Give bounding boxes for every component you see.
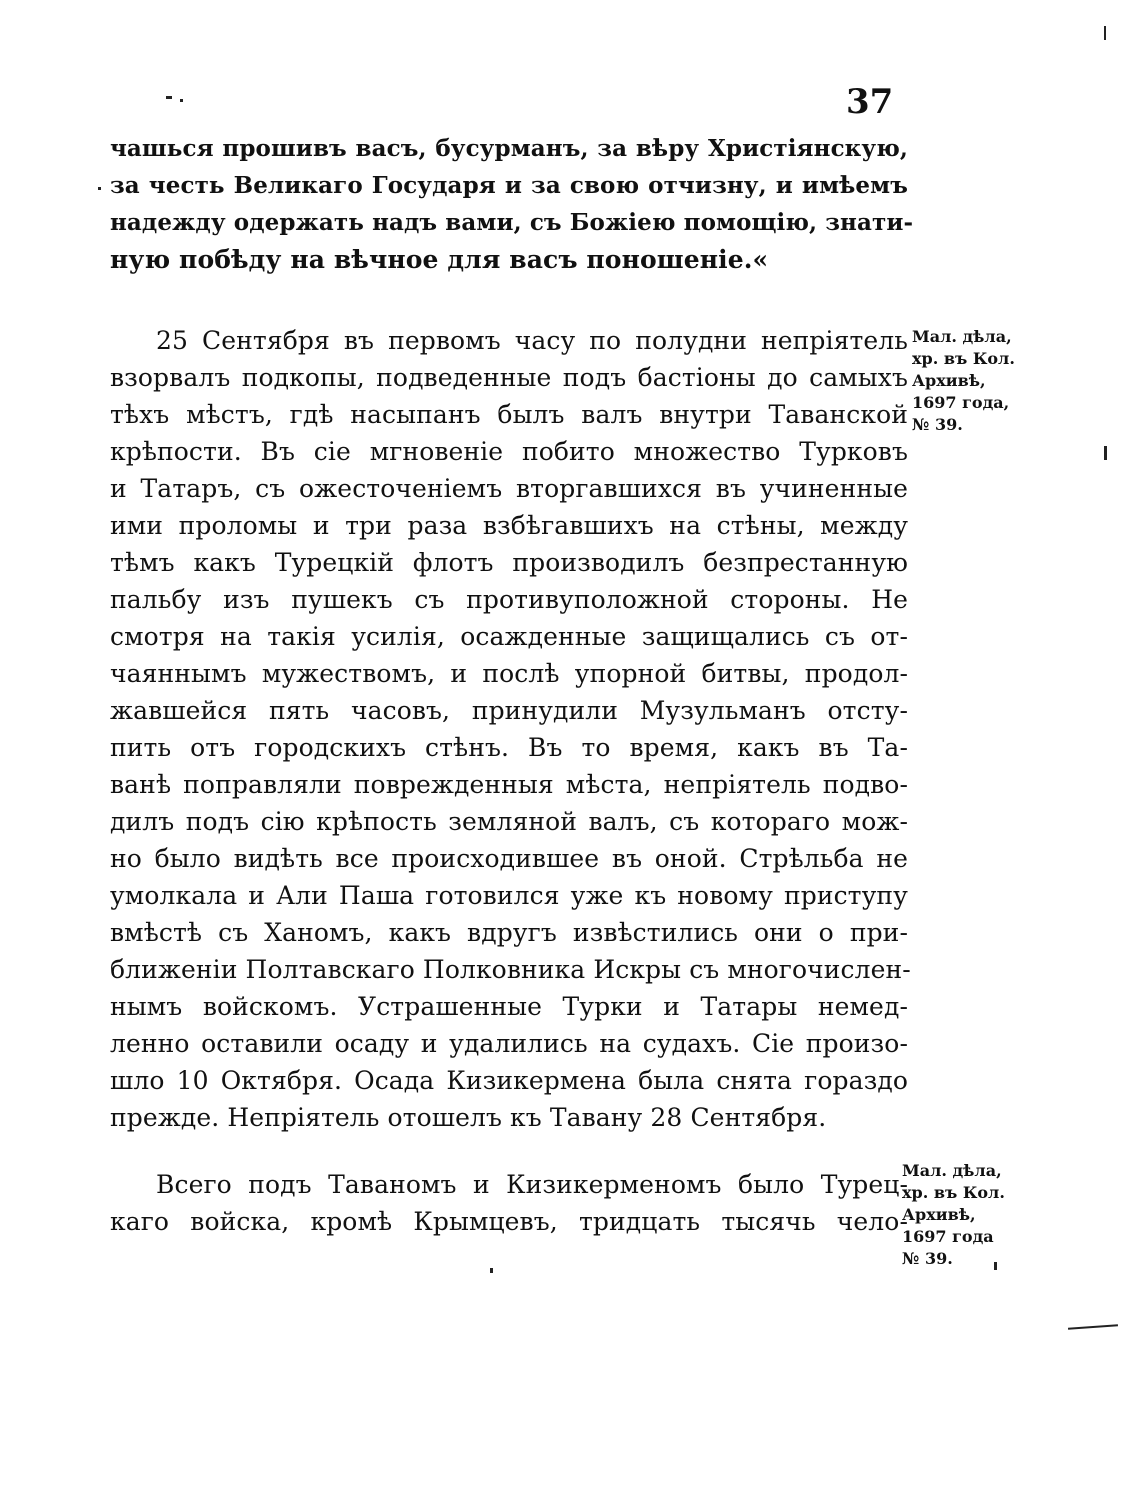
margin-note-line: Мал. дѣла,: [912, 327, 1012, 346]
scan-speck: [98, 187, 101, 190]
text-line: надежду одержать надъ вами, съ Божіею помощію, знати-: [110, 209, 914, 236]
paragraph-2: [110, 322, 911, 1136]
text-line: пить отъ городскихъ стѣнъ. Въ то время, какъ въ Та-: [110, 733, 908, 762]
text-line: жавшейся пять часовъ, принудили Музульманъ отсту-: [110, 696, 908, 725]
paragraph-1: [110, 130, 914, 278]
margin-note-line: 1697 года: [902, 1227, 994, 1246]
margin-note-1: [912, 326, 1015, 436]
margin-note-line: хр. въ Кол.: [912, 349, 1015, 368]
text-line: дилъ подъ сію крѣпость земляной валъ, съ котораго мож-: [110, 807, 908, 836]
text-line: но было видѣть все происходившее въ оной. Стрѣльба не: [110, 844, 908, 873]
scan-speck: [994, 1262, 997, 1270]
text-line: смотря на такія усилія, осажденные защищались съ от-: [110, 622, 908, 651]
paragraph-3: [110, 1166, 908, 1240]
scan-speck: [1104, 26, 1106, 40]
text-line: и Татаръ, съ ожесточеніемъ вторгавшихся въ учиненные: [110, 474, 908, 503]
margin-note-line: хр. въ Кол.: [902, 1183, 1005, 1202]
text-line: шло 10 Октября. Осада Кизикермена была снята гораздо: [110, 1066, 908, 1095]
text-line: ленно оставили осаду и удалились на судахъ. Сіе произо-: [110, 1029, 908, 1058]
page-number: 37: [846, 82, 894, 122]
scan-speck: [1068, 1324, 1118, 1329]
text-line: пальбу изъ пушекъ съ противуположной стороны. Не: [110, 585, 908, 614]
margin-note-2: [902, 1160, 1005, 1270]
text-line: 25 Сентября въ первомъ часу по полудни непріятель: [156, 326, 908, 355]
margin-note-line: № 39.: [902, 1249, 953, 1268]
text-line: ими проломы и три раза взбѣгавшихъ на стѣны, между: [110, 511, 908, 540]
text-line: тѣхъ мѣстъ, гдѣ насыпанъ былъ валъ внутри Таванской: [110, 400, 908, 429]
scan-speck: [180, 99, 183, 102]
scan-speck: [1104, 446, 1107, 460]
margin-note-line: 1697 года,: [912, 393, 1010, 412]
text-line: вмѣстѣ съ Ханомъ, какъ вдругъ извѣстились они о при-: [110, 918, 908, 947]
text-line: крѣпости. Въ сіе мгновеніе побито множество Турковъ: [110, 437, 908, 466]
scan-speck: [166, 96, 172, 99]
text-line: взорвалъ подкопы, подведенные подъ бастіоны до самыхъ: [110, 363, 908, 392]
text-line: каго войска, кромѣ Крымцевъ, тридцать тысячь чело-: [110, 1207, 908, 1236]
text-line: ближеніи Полтавскаго Полковника Искры съ многочислен-: [110, 955, 911, 984]
text-line: за честь Великаго Государя и за свою отчизну, и имѣемъ: [110, 172, 908, 199]
text-line: чаяннымъ мужествомъ, и послѣ упорной битвы, продол-: [110, 659, 908, 688]
margin-note-line: Архивѣ,: [912, 371, 986, 390]
margin-note-line: Архивѣ,: [902, 1205, 976, 1224]
text-line: умолкала и Али Паша готовился уже къ новому приступу: [110, 881, 908, 910]
margin-note-line: № 39.: [912, 415, 963, 434]
text-line: ную побѣду на вѣчное для васъ поношеніе.«: [110, 245, 769, 274]
text-line: нымъ войскомъ. Устрашенные Турки и Татары немед-: [110, 992, 908, 1021]
text-line: ванѣ поправляли поврежденныя мѣста, непріятель подво-: [110, 770, 908, 799]
margin-note-line: Мал. дѣла,: [902, 1161, 1002, 1180]
text-line: прежде. Непріятель отошелъ къ Тавану 28 Сентября.: [110, 1103, 827, 1132]
text-line: Всего подъ Таваномъ и Кизикерменомъ было Турец-: [156, 1170, 908, 1199]
text-line: чашься прошивъ васъ, бусурманъ, за вѣру Христіянскую,: [110, 135, 908, 162]
text-line: тѣмъ какъ Турецкій флотъ производилъ безпрестанную: [110, 548, 908, 577]
scan-speck: [490, 1268, 493, 1273]
